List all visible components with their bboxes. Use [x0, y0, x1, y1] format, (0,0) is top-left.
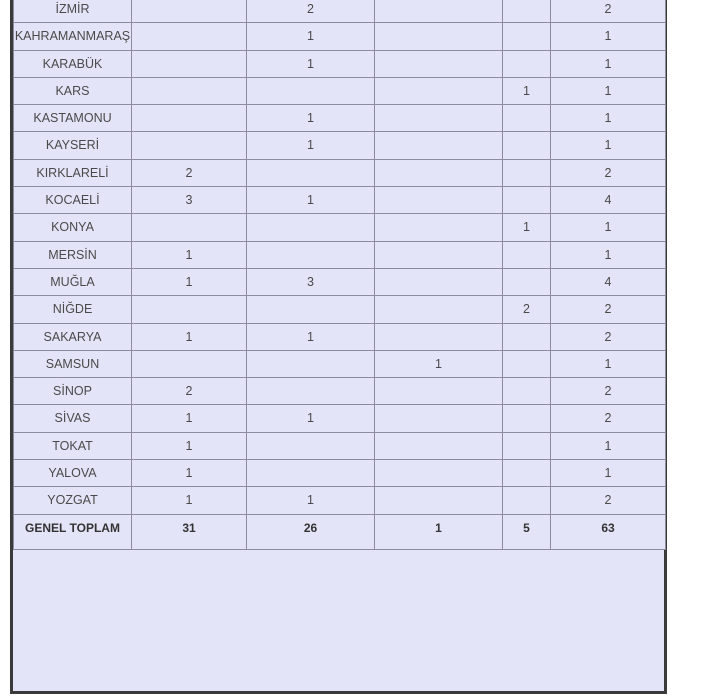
column-4-cell [503, 350, 551, 377]
column-1-cell: 31 [132, 514, 247, 549]
total-cell: 1 [551, 132, 666, 159]
column-1-cell [132, 0, 247, 23]
city-cell: İZMİR [14, 0, 132, 23]
column-4-cell [503, 405, 551, 432]
column-3-cell [375, 187, 503, 214]
table-row [14, 105, 666, 132]
city-cell: KAYSERİ [14, 132, 132, 159]
total-cell: 1 [551, 460, 666, 487]
column-2-cell [247, 432, 375, 459]
column-3-cell [375, 405, 503, 432]
column-1-cell: 1 [132, 405, 247, 432]
city-cell: SİNOP [14, 378, 132, 405]
column-3-cell [375, 159, 503, 186]
column-2-cell [247, 241, 375, 268]
city-cell: KIRKLARELİ [14, 159, 132, 186]
column-4-cell: 5 [503, 514, 551, 549]
city-cell: KARS [14, 77, 132, 104]
total-cell: 2 [551, 296, 666, 323]
column-2-cell: 26 [247, 514, 375, 549]
column-4-cell [503, 487, 551, 514]
column-2-cell: 3 [247, 268, 375, 295]
column-3-cell [375, 487, 503, 514]
city-cell: KASTAMONU [14, 105, 132, 132]
column-4-cell [503, 0, 551, 23]
total-cell: 2 [551, 405, 666, 432]
column-1-cell: 2 [132, 159, 247, 186]
column-1-cell: 2 [132, 378, 247, 405]
table-row [14, 0, 666, 23]
total-cell: 2 [551, 378, 666, 405]
column-2-cell [247, 460, 375, 487]
column-1-cell [132, 132, 247, 159]
table-row [14, 487, 666, 514]
table-row [14, 132, 666, 159]
table-row [14, 241, 666, 268]
column-3-cell [375, 105, 503, 132]
city-cell: MERSİN [14, 241, 132, 268]
column-4-cell [503, 460, 551, 487]
grand-total-label: GENEL TOPLAM [14, 514, 132, 549]
table-row [14, 159, 666, 186]
total-cell: 63 [551, 514, 666, 549]
city-cell: KAHRAMANMARAŞ [14, 23, 132, 50]
city-cell: SAMSUN [14, 350, 132, 377]
column-1-cell [132, 50, 247, 77]
column-2-cell: 1 [247, 487, 375, 514]
total-cell: 1 [551, 432, 666, 459]
column-4-cell [503, 378, 551, 405]
column-3-cell [375, 323, 503, 350]
city-cell: NİĞDE [14, 296, 132, 323]
column-3-cell [375, 77, 503, 104]
total-cell: 1 [551, 105, 666, 132]
column-1-cell: 3 [132, 187, 247, 214]
total-cell: 2 [551, 323, 666, 350]
column-3-cell [375, 378, 503, 405]
column-3-cell [375, 241, 503, 268]
table-row [14, 268, 666, 295]
column-4-cell [503, 241, 551, 268]
total-cell: 4 [551, 268, 666, 295]
total-cell: 1 [551, 214, 666, 241]
total-cell: 1 [551, 77, 666, 104]
column-2-cell [247, 378, 375, 405]
column-1-cell: 1 [132, 487, 247, 514]
column-2-cell: 1 [247, 132, 375, 159]
column-4-cell [503, 50, 551, 77]
column-1-cell: 1 [132, 268, 247, 295]
table-row [14, 23, 666, 50]
column-4-cell [503, 159, 551, 186]
city-cell: YALOVA [14, 460, 132, 487]
total-cell: 2 [551, 0, 666, 23]
city-cell: SAKARYA [14, 323, 132, 350]
total-cell: 1 [551, 23, 666, 50]
column-3-cell [375, 0, 503, 23]
column-1-cell [132, 350, 247, 377]
total-cell: 1 [551, 241, 666, 268]
column-4-cell [503, 23, 551, 50]
column-3-cell: 1 [375, 514, 503, 549]
column-1-cell: 1 [132, 432, 247, 459]
column-2-cell [247, 214, 375, 241]
column-4-cell [503, 187, 551, 214]
column-1-cell [132, 77, 247, 104]
table-row [14, 460, 666, 487]
total-cell: 4 [551, 187, 666, 214]
city-cell: TOKAT [14, 432, 132, 459]
table-body [14, 0, 666, 549]
city-cell: YOZGAT [14, 487, 132, 514]
city-cell: SİVAS [14, 405, 132, 432]
column-1-cell [132, 214, 247, 241]
column-3-cell: 1 [375, 350, 503, 377]
column-4-cell [503, 105, 551, 132]
column-2-cell: 1 [247, 105, 375, 132]
column-2-cell: 1 [247, 50, 375, 77]
table-row [14, 77, 666, 104]
data-table [13, 0, 666, 550]
column-4-cell [503, 323, 551, 350]
column-4-cell: 1 [503, 77, 551, 104]
column-2-cell [247, 350, 375, 377]
column-3-cell [375, 268, 503, 295]
column-4-cell: 2 [503, 296, 551, 323]
city-cell: KOCAELİ [14, 187, 132, 214]
column-3-cell [375, 460, 503, 487]
table-row [14, 296, 666, 323]
total-cell: 2 [551, 487, 666, 514]
column-1-cell [132, 105, 247, 132]
column-4-cell [503, 268, 551, 295]
grand-total-row [14, 514, 666, 549]
data-table-frame [10, 0, 667, 694]
column-3-cell [375, 432, 503, 459]
table-row [14, 378, 666, 405]
city-cell: KONYA [14, 214, 132, 241]
table-row [14, 432, 666, 459]
column-1-cell: 1 [132, 323, 247, 350]
column-2-cell: 2 [247, 0, 375, 23]
table-row [14, 405, 666, 432]
column-4-cell: 1 [503, 214, 551, 241]
column-2-cell: 1 [247, 405, 375, 432]
column-4-cell [503, 432, 551, 459]
column-1-cell [132, 23, 247, 50]
column-2-cell [247, 77, 375, 104]
table-row [14, 50, 666, 77]
table-row [14, 187, 666, 214]
city-cell: MUĞLA [14, 268, 132, 295]
column-2-cell: 1 [247, 23, 375, 50]
total-cell: 2 [551, 159, 666, 186]
column-1-cell: 1 [132, 460, 247, 487]
column-3-cell [375, 132, 503, 159]
column-3-cell [375, 50, 503, 77]
column-1-cell: 1 [132, 241, 247, 268]
table-row [14, 350, 666, 377]
column-3-cell [375, 214, 503, 241]
column-2-cell [247, 296, 375, 323]
table-row [14, 323, 666, 350]
column-3-cell [375, 23, 503, 50]
column-4-cell [503, 132, 551, 159]
total-cell: 1 [551, 350, 666, 377]
column-2-cell: 1 [247, 323, 375, 350]
column-2-cell: 1 [247, 187, 375, 214]
column-1-cell [132, 296, 247, 323]
column-2-cell [247, 159, 375, 186]
city-cell: KARABÜK [14, 50, 132, 77]
table-row [14, 214, 666, 241]
column-3-cell [375, 296, 503, 323]
total-cell: 1 [551, 50, 666, 77]
